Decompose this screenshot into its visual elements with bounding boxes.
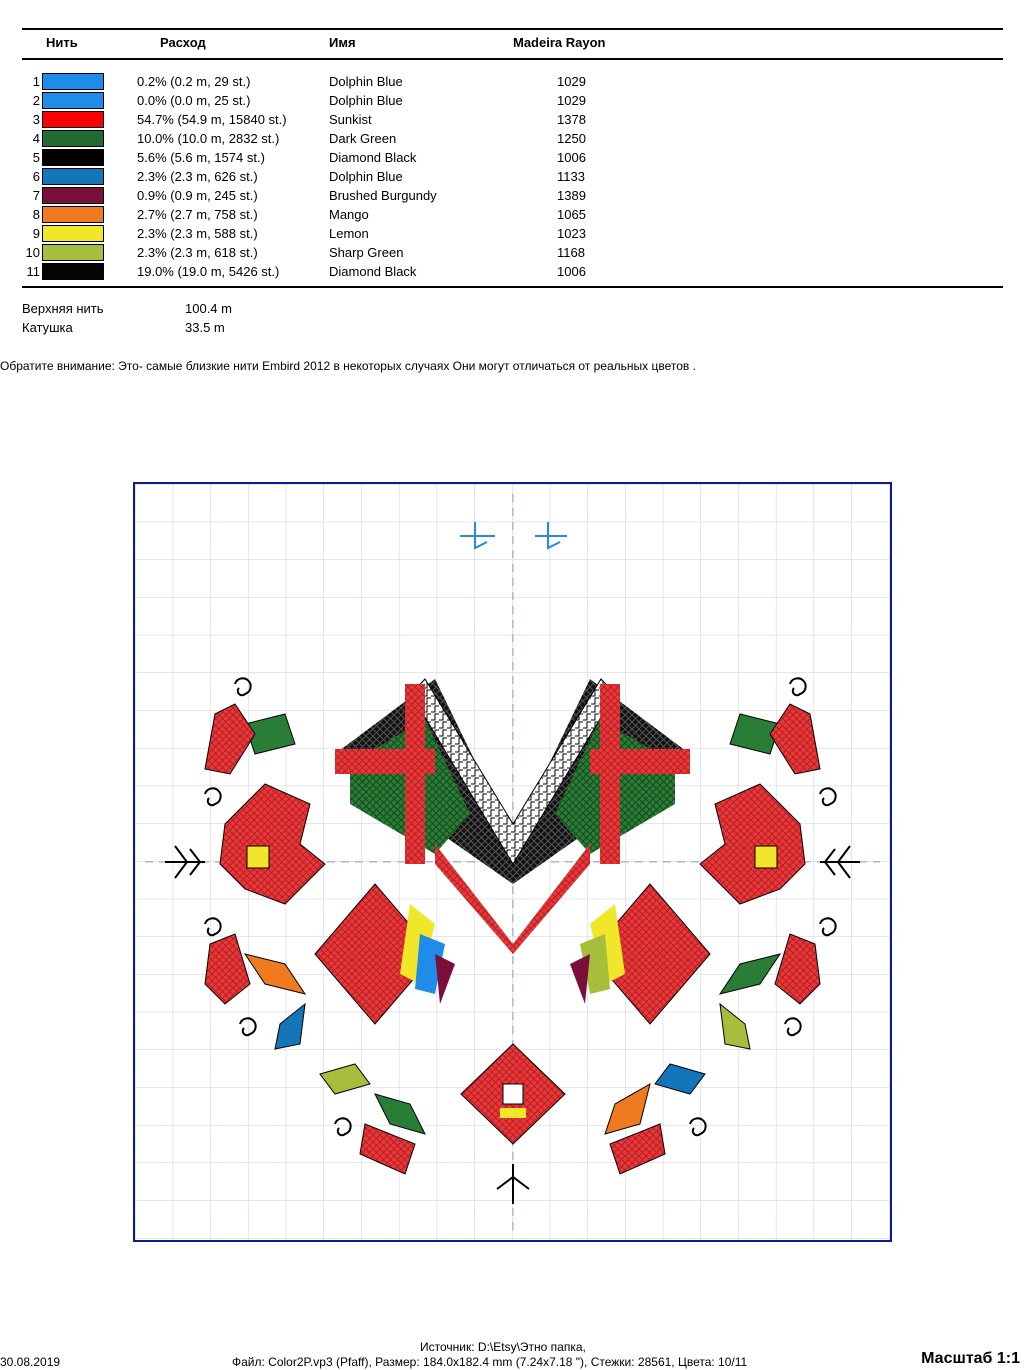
bobbin-value: 33.5 m — [185, 320, 225, 335]
table-header-rule — [22, 58, 1003, 60]
top-thread-value: 100.4 m — [185, 301, 232, 316]
design-preview — [133, 482, 892, 1242]
table-row — [0, 224, 1024, 243]
header-name: Имя — [329, 35, 356, 50]
footer-date: 30.08.2019 — [0, 1355, 61, 1369]
color-swatch — [42, 263, 104, 280]
row-thread-name: Brushed Burgundy — [329, 188, 437, 203]
row-usage: 0.0% (0.0 m, 25 st.) — [137, 93, 251, 108]
row-number: 4 — [32, 131, 40, 146]
row-usage: 2.7% (2.7 m, 758 st.) — [137, 207, 258, 222]
row-usage: 2.3% (2.3 m, 626 st.) — [137, 169, 258, 184]
color-swatch — [42, 225, 104, 242]
color-swatch — [42, 149, 104, 166]
row-usage: 0.2% (0.2 m, 29 st.) — [137, 74, 251, 89]
color-swatch — [42, 244, 104, 261]
color-swatch — [42, 111, 104, 128]
table-row — [0, 243, 1024, 262]
row-thread-name: Dolphin Blue — [329, 74, 403, 89]
color-swatch — [42, 73, 104, 90]
disclaimer-note: Обратите внимание: Это- самые близкие нити Embird 2012 в некоторых случаях Они могут отличаться от реальных цветов . — [0, 359, 696, 373]
row-thread-code: 1389 — [557, 188, 586, 203]
row-number: 8 — [32, 207, 40, 222]
table-top-rule — [22, 28, 1003, 30]
row-number: 5 — [32, 150, 40, 165]
row-number: 6 — [32, 169, 40, 184]
header-brand: Madeira Rayon — [513, 35, 606, 50]
row-usage: 2.3% (2.3 m, 588 st.) — [137, 226, 258, 241]
row-number: 11 — [26, 264, 40, 279]
row-thread-code: 1029 — [557, 74, 586, 89]
row-thread-name: Diamond Black — [329, 150, 417, 165]
row-thread-name: Sunkist — [329, 112, 372, 127]
row-number: 2 — [32, 93, 40, 108]
table-row — [0, 110, 1024, 129]
row-usage: 54.7% (54.9 m, 15840 st.) — [137, 112, 287, 127]
color-swatch — [42, 187, 104, 204]
row-usage: 2.3% (2.3 m, 618 st.) — [137, 245, 258, 260]
color-swatch — [42, 206, 104, 223]
top-thread-label: Верхняя нить — [22, 301, 104, 316]
table-row — [0, 72, 1024, 91]
table-row — [0, 205, 1024, 224]
row-thread-code: 1133 — [557, 169, 585, 184]
row-thread-name: Dolphin Blue — [329, 93, 403, 108]
color-swatch — [42, 168, 104, 185]
row-thread-code: 1168 — [557, 245, 585, 260]
row-number: 9 — [32, 226, 40, 241]
bobbin-label: Катушка — [22, 320, 73, 335]
row-thread-code: 1250 — [557, 131, 586, 146]
table-row — [0, 262, 1024, 281]
table-bottom-rule — [22, 286, 1003, 288]
table-row — [0, 129, 1024, 148]
row-thread-code: 1006 — [557, 264, 586, 279]
footer-file-info: Файл: Color2P.vp3 (Pfaff), Размер: 184.0x182.4 mm (7.24x7.18 "), Стежки: 28561, Цвета: 10/11 — [232, 1355, 748, 1369]
table-row — [0, 167, 1024, 186]
table-row — [0, 91, 1024, 110]
row-thread-code: 1023 — [557, 226, 586, 241]
row-usage: 5.6% (5.6 m, 1574 st.) — [137, 150, 265, 165]
row-thread-name: Dolphin Blue — [329, 169, 403, 184]
row-number: 7 — [32, 188, 40, 203]
row-number: 3 — [32, 112, 40, 127]
row-usage: 10.0% (10.0 m, 2832 st.) — [137, 131, 280, 146]
row-thread-code: 1065 — [557, 207, 586, 222]
row-thread-code: 1378 — [557, 112, 586, 127]
row-thread-name: Lemon — [329, 226, 369, 241]
row-number: 1 — [32, 74, 40, 89]
color-swatch — [42, 92, 104, 109]
embroidery-design — [135, 484, 890, 1240]
row-thread-name: Dark Green — [329, 131, 397, 146]
row-thread-name: Sharp Green — [329, 245, 404, 260]
row-thread-name: Mango — [329, 207, 369, 222]
row-thread-code: 1006 — [557, 150, 586, 165]
table-row — [0, 148, 1024, 167]
scale-label: Масштаб 1:1 — [921, 1350, 1020, 1367]
row-usage: 19.0% (19.0 m, 5426 st.) — [137, 264, 280, 279]
row-thread-name: Diamond Black — [329, 264, 417, 279]
table-row — [0, 186, 1024, 205]
footer-source: Источник: D:\Etsy\Этно папка, — [420, 1340, 586, 1354]
header-thread: Нить — [46, 35, 78, 50]
row-number: 10 — [25, 245, 40, 260]
color-swatch — [42, 130, 104, 147]
row-usage: 0.9% (0.9 m, 245 st.) — [137, 188, 258, 203]
row-thread-code: 1029 — [557, 93, 586, 108]
header-usage: Расход — [160, 35, 206, 50]
